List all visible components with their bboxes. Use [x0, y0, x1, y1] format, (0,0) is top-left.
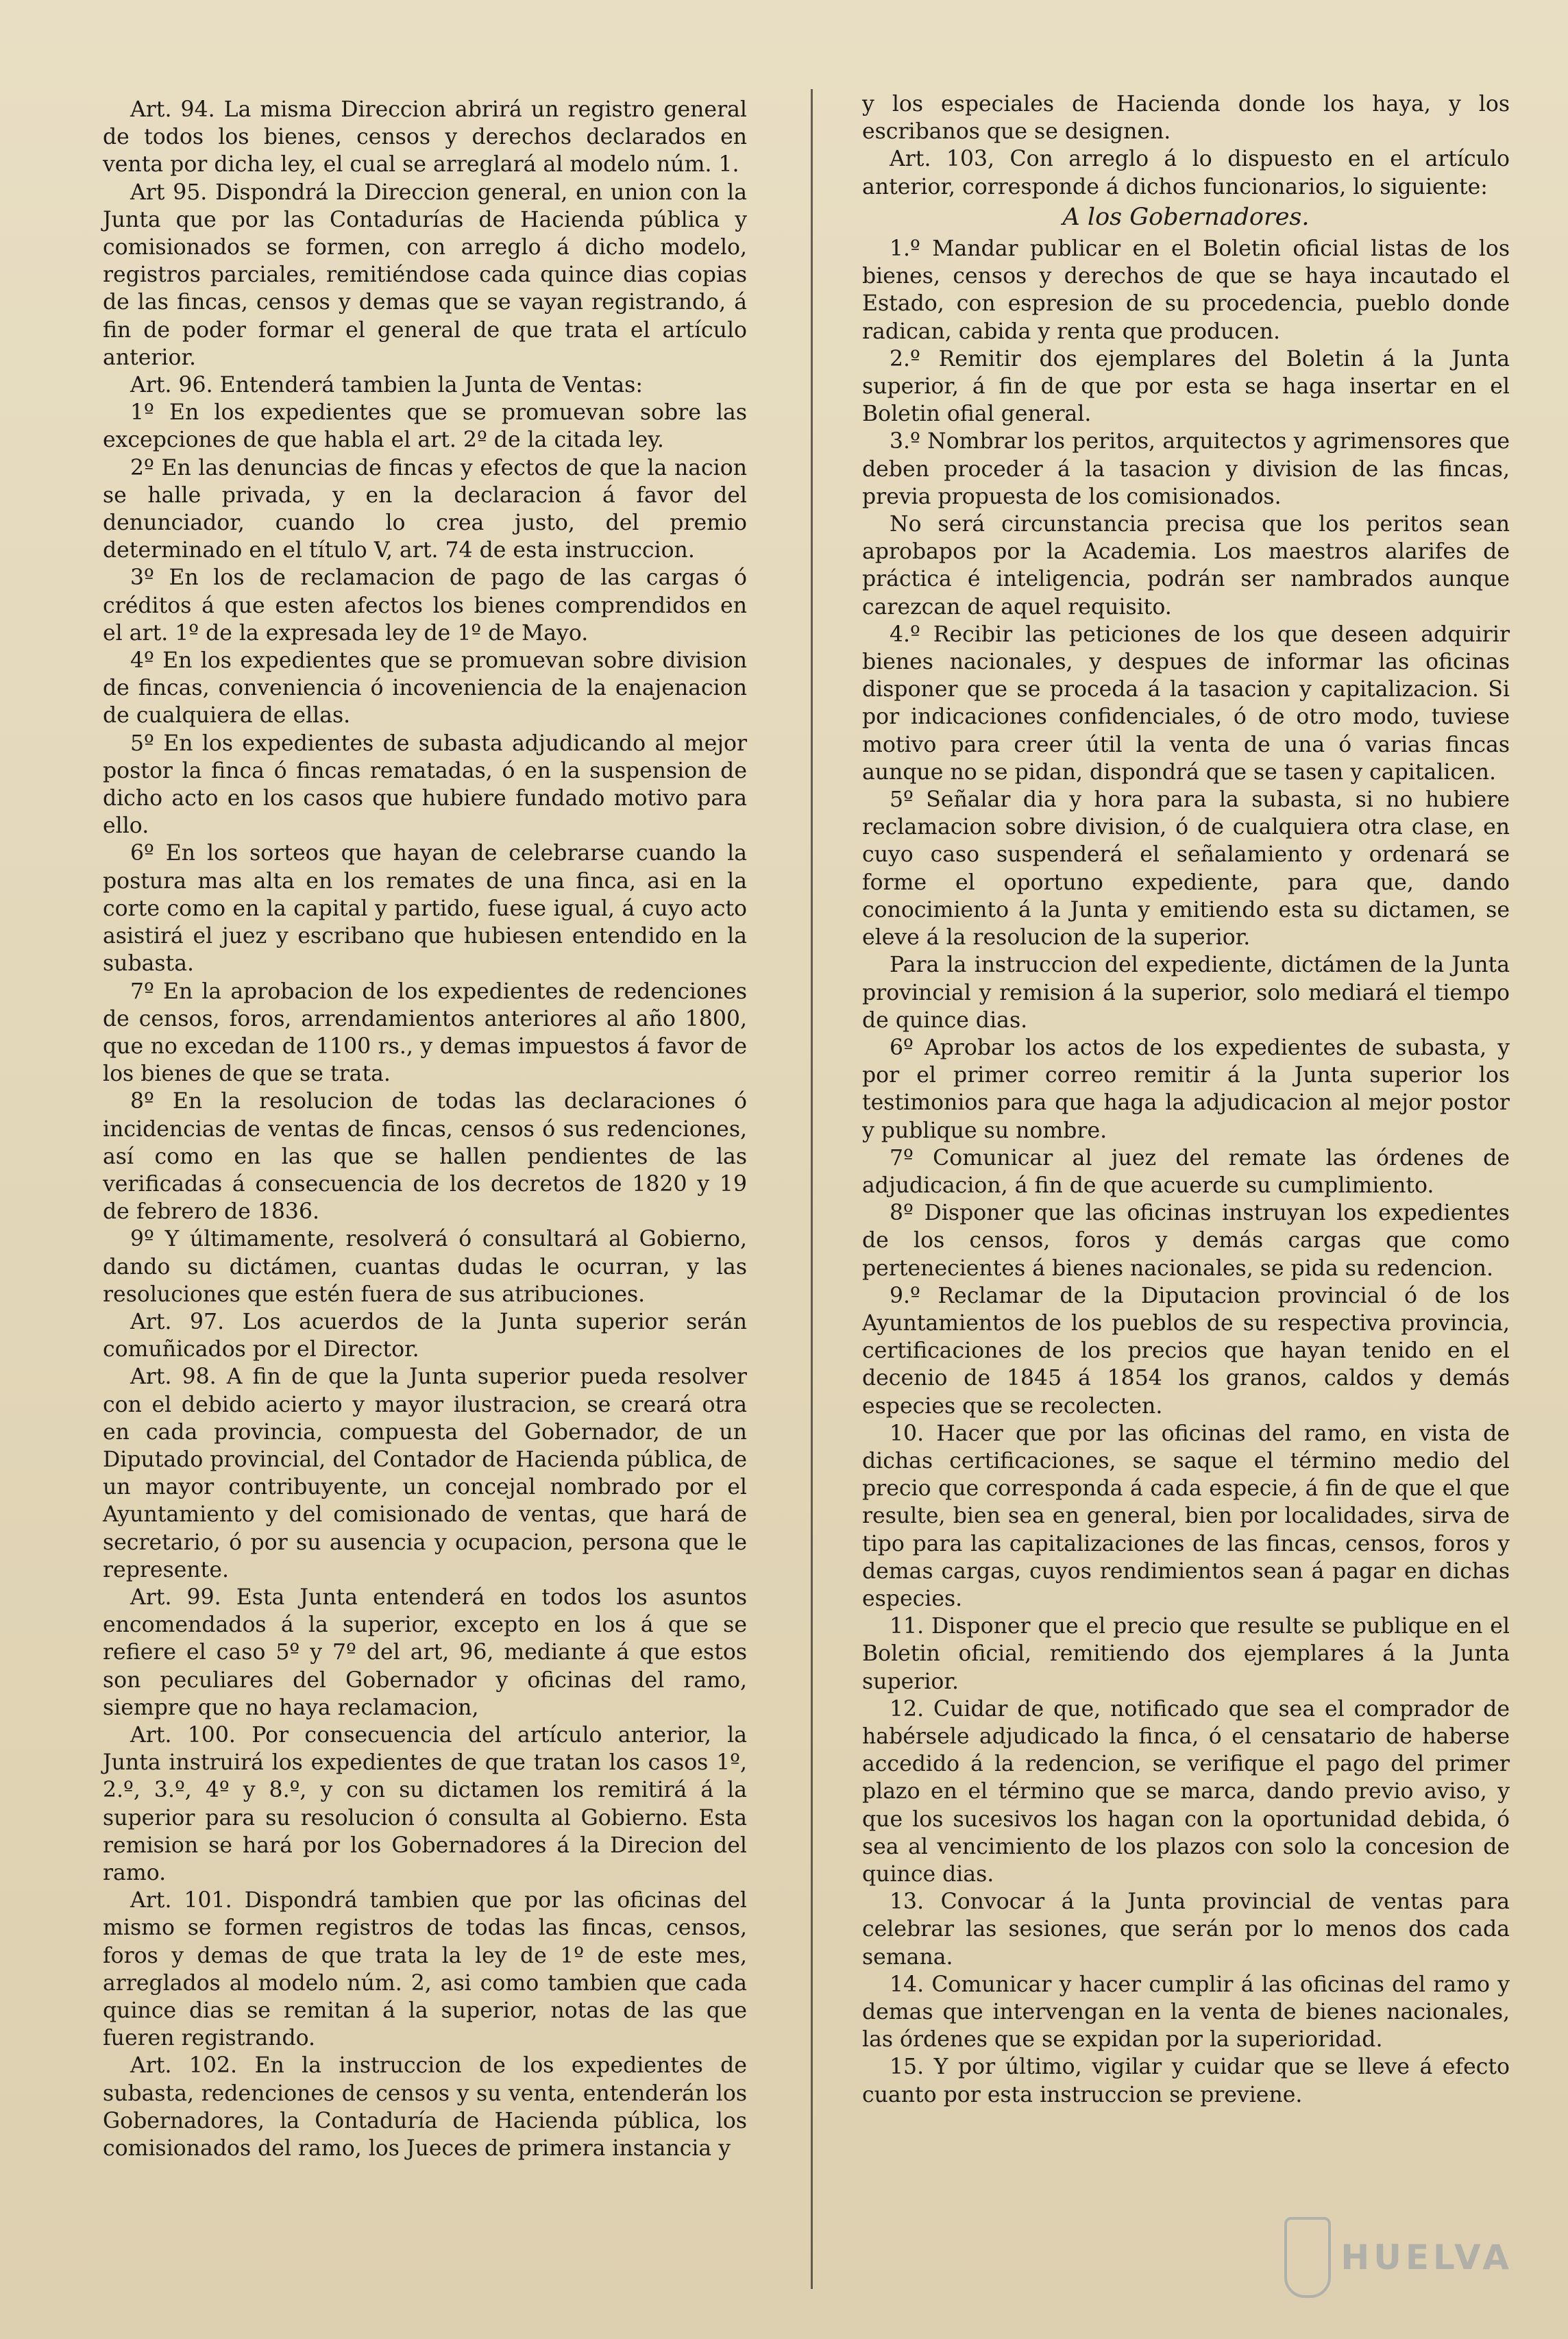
right-paragraph: 4.º Recibir las peticiones de los que deseen adquirir bienes nacionales, y despues de informar las oficinas disponer que se proceda á la tasacion y capitalizacion. Si por indicaciones confidenciales, ó de otro modo, tuviese motivo para creer útil la venta de una ó varias fincas aunque no se pidan, dispondrá que se tasen y capitalicen. [862, 622, 1510, 785]
right-paragraph: 6º Aprobar los actos de los expedientes de subasta, y por el primer correo remitir á la Junta superior los testimonios para que haga la adjudicacion al mejor postor y publique su nombre. [862, 1035, 1510, 1143]
right-paragraph: 11. Disponer que el precio que resulte se publique en el Boletin oficial, remitiendo dos ejemplares á la Junta superior. [862, 1614, 1510, 1694]
right-column [862, 90, 1510, 2109]
left-paragraph: 3º En los de reclamacion de pago de las cargas ó créditos á que esten afectos los bienes comprendidos en el art. 1º de la expresada ley de 1º de Mayo. [103, 565, 747, 646]
right-paragraph: Para la instruccion del expediente, dictámen de la Junta provincial y remision á la superior, solo mediará el tiempo de quince dias. [862, 953, 1510, 1033]
left-paragraph: 4º En los expedientes que se promuevan sobre division de fincas, conveniencia ó incoveniencia de la enajenacion de cualquiera de ellas. [103, 648, 747, 728]
right-paragraph: No será circunstancia precisa que los peritos sean aprobapos por la Academia. Los maestros alarifes de práctica é inteligencia, podrán ser nambrados aunque carezcan de aquel requisito. [862, 512, 1510, 620]
left-paragraph: Art. 97. Los acuerdos de la Junta superior serán comuñicados por el Director. [103, 1309, 747, 1362]
right-paragraph: 15. Y por último, vigilar y cuidar que se lleve á efecto cuanto por esta instruccion se previene. [862, 2055, 1510, 2107]
left-paragraph: 7º En la aprobacion de los expedientes de redenciones de censos, foros, arrendamientos anteriores al año 1800, que no excedan de 1100 rs., y demas impuestos á favor de los bienes de que se trata. [103, 979, 747, 1087]
left-paragraph: Art. 101. Dispondrá tambien que por las oficinas del mismo se formen registros de todas las fincas, censos, foros y demas de que trata la ley de 1º de este mes, arreglados al modelo núm. 2, asi como tambien que cada quince dias se remitan á la superior, notas de las que fueren registrando. [103, 1888, 747, 2051]
left-paragraph: Art. 98. A fin de que la Junta superior pueda resolver con el debido acierto y mayor ilustracion, se creará otra en cada provincia, compuesta del Gobernador, de un Diputado provincial, del Contador de Hacienda pública, de un mayor contribuyente, un concejal nombrado por el Ayuntamiento y del comisionado de ventas, que hará de secretario, ó por su ausencia y ocupacion, persona que le represente. [103, 1364, 747, 1582]
right-paragraph: 8º Disponer que las oficinas instruyan los expedientes de los censos, foros y demás cargas que como pertenecientes á bienes nacionales, se pida su redencion. [862, 1201, 1510, 1281]
archive-watermark [1284, 2217, 1513, 2298]
left-paragraph: 6º En los sorteos que hayan de celebrarse cuando la postura mas alta en los remates de una finca, asi en la corte como en la capital y partido, fuese igual, á cuyo acto asistirá el juez y escribano que hubiesen entendido en la subasta. [103, 841, 747, 977]
right-paragraph: 7º Comunicar al juez del remate las órdenes de adjudicacion, á fin de que acuerde su cumplimiento. [862, 1145, 1510, 1198]
right-paragraph: 10. Hacer que por las oficinas del ramo, en vista de dichas certificaciones, se saque el término medio del precio que corresponda á cada especie, á fin de que el que resulte, bien sea en general, bien por localidades, sirva de tipo para las capitalizaciones de las fincas, censos, foros y demas cargas, cuyos rendimientos sean á pagar en dichas especies. [862, 1421, 1510, 1611]
right-paragraph: 3.º Nombrar los peritos, arquitectos y agrimensores que deben proceder á la tasacion y division de las fincas, previa propuesta de los comisionados. [862, 429, 1510, 509]
left-paragraph: Art 95. Dispondrá la Direccion general, en union con la Junta que por las Contadurías de Hacienda pública y comisionados se formen, con arreglo á dicho modelo, registros parciales, remitiéndose cada quince dias copias de las fincas, censos y demas que se vayan registrando, á fin de poder formar el general de que trata el artículo anterior. [103, 180, 747, 370]
left-paragraph: Art. 99. Esta Junta entenderá en todos los asuntos encomendados á la superior, excepto en los á que se refiere el caso 5º y 7º del art, 96, mediante á que estos son peculiares del Gobernador y oficinas del ramo, siempre que no haya reclamacion, [103, 1584, 747, 1720]
paragraph-continuation: y los especiales de Hacienda donde los haya, y los escribanos que se designen. [862, 92, 1510, 145]
left-paragraph: Art. 100. Por consecuencia del artículo anterior, la Junta instruirá los expedientes de que tratan los casos 1º, 2.º, 3.º, 4º y 8.º, y con su dictamen los remitirá á la superior para su resolucion ó consulta al Gobierno. Esta remision se hará por los Gobernadores á la Direcion del ramo. [103, 1722, 747, 1885]
watermark-text: HUELVA [1340, 2238, 1513, 2277]
right-paragraph: 9.º Reclamar de la Diputacion provincial ó de los Ayuntamientos de los pueblos de su respectiva provincia, certificaciones de los precios que hayan tenido en el decenio de 1845 á 1854 los granos, caldos y demás especies que se recolecten. [862, 1283, 1510, 1419]
right-paragraph: 14. Comunicar y hacer cumplir á las oficinas del ramo y demas que intervengan en la venta de bienes nacionales, las órdenes que se expidan por la superioridad. [862, 1972, 1510, 2053]
right-paragraph: 5º Señalar dia y hora para la subasta, si no hubiere reclamacion sobre division, ó de cualquiera otra clase, en cuyo caso suspenderá el señalamiento y ordenará se forme el oportuno expediente, para que, dando conocimiento á la Junta y emitiendo esta su dictamen, se eleve á la resolucion de la superior. [862, 787, 1510, 951]
right-paragraph: 2.º Remitir dos ejemplares del Boletin á la Junta superior, á fin de que por esta se haga insertar en el Boletin ofial general. [862, 346, 1510, 427]
right-paragraph: 1.º Mandar publicar en el Boletin oficial listas de los bienes, censos y derechos de que se haya incautado el Estado, con espresion de su procedencia, pueblo donde radican, cabida y renta que producen. [862, 236, 1510, 344]
left-paragraph: Art. 102. En la instruccion de los expedientes de subasta, redenciones de censos y su venta, entenderán los Gobernadores, la Contaduría de Hacienda pública, los comisionados del ramo, los Jueces de primera instancia y [103, 2053, 747, 2162]
left-column [103, 96, 747, 2162]
left-paragraph: 8º En la resolucion de todas las declaraciones ó incidencias de ventas de fincas, censos ó sus redenciones, así como en las que se hallen pendientes de las verificadas á consecuencia de los decretos de 1820 y 19 de febrero de 1836. [103, 1089, 747, 1225]
left-paragraph: 9º Y últimamente, resolverá ó consultará al Gobierno, dando su dictámen, cuantas dudas le ocurran, y las resoluciones que estén fuera de sus atribuciones. [103, 1227, 747, 1307]
left-paragraph: 1º En los expedientes que se promuevan sobre las excepciones de que habla el art. 2º de la citada ley. [103, 400, 747, 453]
right-paragraph: 13. Convocar á la Junta provincial de ventas para celebrar las sesiones, que serán por lo menos dos cada semana. [862, 1889, 1510, 1970]
right-paragraph: 12. Cuidar de que, notificado que sea el comprador de habérsele adjudicado la finca, ó el censatario de haberse accedido á la redencion, se verifique el pago del primer plazo en el término que se marca, dando previo aviso, y que los sucesivos los hagan con la oportunidad debida, ó sea al vencimiento de los plazos con solo la concesion de quince dias. [862, 1696, 1510, 1887]
left-paragraph: Art. 96. Entenderá tambien la Junta de Ventas: [130, 373, 643, 398]
shield-icon [1284, 2217, 1331, 2298]
column-divider [811, 89, 813, 2289]
paragraph-art-103: Art. 103, Con arreglo á lo dispuesto en el artículo anterior, corresponde á dichos funcionarios, lo siguiente: [862, 147, 1510, 199]
left-paragraph: Art. 94. La misma Direccion abrirá un registro general de todos los bienes, censos y derechos declarados en venta por dicha ley, el cual se arreglará al modelo núm. 1. [103, 97, 747, 177]
right-column-items [862, 235, 1510, 2109]
left-paragraph: 5º En los expedientes de subasta adjudicando al mejor postor la finca ó fincas rematadas, ó en la suspension de dicho acto en los casos que hubiere fundado motivo para ello. [103, 731, 747, 839]
left-paragraph: 2º En las denuncias de fincas y efectos de que la nacion se halle privada, y en la declaracion á favor del denunciador, cuando lo crea justo, del premio determinado en el título V, art. 74 de esta instruccion. [103, 455, 747, 563]
section-heading: A los Gobernadores. [1062, 203, 1310, 231]
